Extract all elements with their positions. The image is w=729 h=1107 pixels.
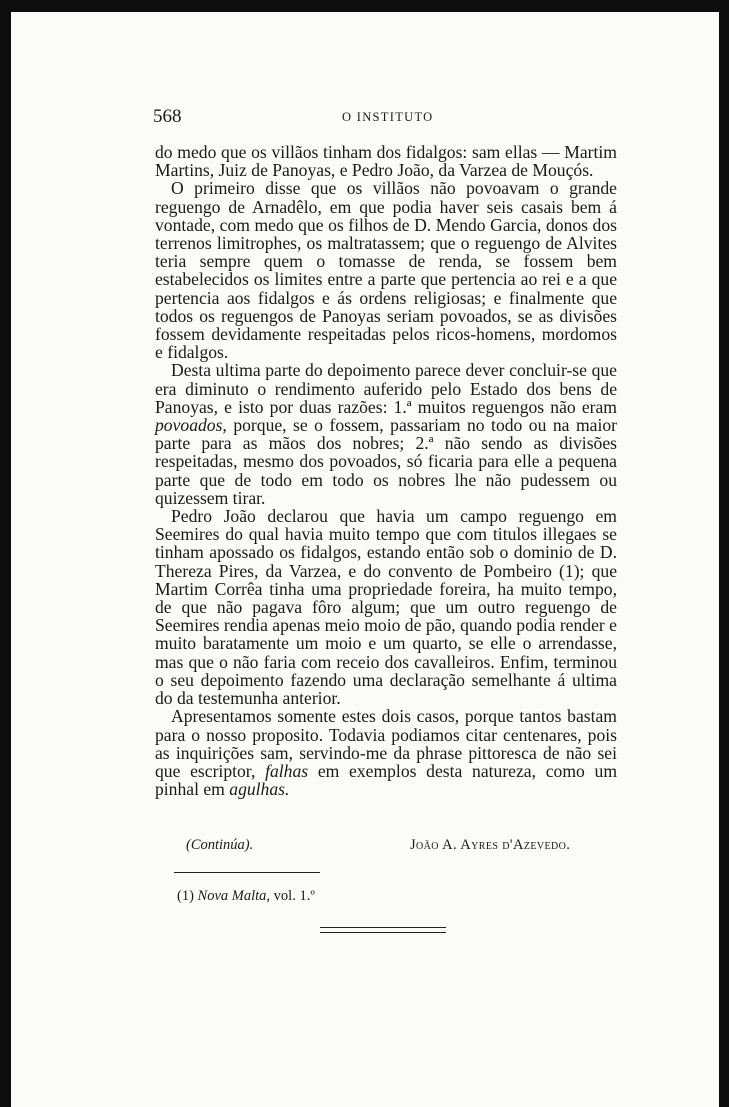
author-name: João A. Ayres d'Azevedo. [410, 837, 571, 853]
footnote [177, 888, 315, 905]
scan-border-right [719, 0, 729, 1107]
paragraph-4: Pedro João declarou que havia um campo reguengo em Seemires do qual havia muito tempo que com titulos illegaes se tinham apossado os fidalgos, estando então sob o dominio de D. Thereza Pires, da Varzea, e do convento de Pombeiro (1); que Martim Corrêa tinha uma propriedade foreira, ha muito tempo, de que não pagava fôro algum; que um outro reguengo de Seemires rendia apenas meio moio de pão, quando podia render e muito baratamente um moio e um quarto, se elle o arrendasse, mas que o não faria com receio dos cavalleiros. Enfim, terminou o seu depoimento fazendo uma declaração semelhante á ultima do da testemunha anterior. [155, 506, 617, 709]
paragraph-2: O primeiro disse que os villãos não povoavam o grande reguengo de Arnadêlo, em que podia haver seis casais bem á vontade, com medo que os filhos de D. Mendo Garcia, donos dos terrenos limitrophes, os maltratassem; que o reguengo de Alvites teria sempre quem o tomasse de renda, se fossem bem estabelecidos os limites entre a parte que pertencia ao rei e a que pertencia aos fidalgos e ás ordens religiosas; e finalmente que todos os reguengos de Panoyas seriam povoados, se as divisões fossem devidamente respeitadas pelos ricos-homens, mordomos e fidalgos. [155, 178, 617, 363]
body-text [155, 143, 617, 798]
italic-agulhas: agulhas. [229, 779, 290, 800]
paragraph-1: do medo que os villãos tinham dos fidalgos: sam ellas — Martim Martins, Juiz de Panoyas, e Pedro João, da Varzea de Mouçós. [155, 142, 617, 181]
signature-line [12, 837, 719, 859]
footnote-divider [174, 872, 320, 873]
paragraph-5: Apresentamos somente estes dois casos, porque tantos bastam para o nosso proposito. Todavia podiamos citar centenares, pois as inquirições sam, servindo-me da phrase pittoresca de não sei que escriptor, falhas em exemplos desta natureza, como um pinhal em agulhas. [155, 706, 617, 800]
paragraph-3: Desta ultima parte do depoimento parece dever concluir-se que era diminuto o rendimento auferido pelo Estado dos bens de Panoyas, e isto por duas razões: 1.ª muitos reguengos não eram povoados, porque, se o fossem, passariam no todo ou na maior parte para as mãos dos nobres; 2.ª não sendo as divisões respeitadas, mesmo dos povoados, só ficaria para elle a pequena parte que de todo em todo os nobres lhe não pudessem ou quizessem tirar. [155, 360, 617, 508]
end-rule-top [320, 927, 446, 928]
running-head: O INSTITUTO [342, 110, 434, 124]
continuation-note: (Continúa). [186, 837, 254, 853]
scan-border-left [0, 0, 11, 1107]
footnote-rest: vol. 1.º [273, 888, 315, 904]
book-page [12, 12, 719, 1107]
italic-falhas: falhas [265, 760, 309, 781]
footnote-title: Nova Malta, [197, 888, 271, 904]
scan-border-top [0, 0, 729, 12]
page-number: 568 [153, 106, 182, 127]
footnote-marker: (1) [177, 888, 194, 904]
page-header [12, 106, 719, 128]
italic-povoados: povoados, [155, 415, 227, 436]
end-rule-bottom [320, 932, 446, 933]
